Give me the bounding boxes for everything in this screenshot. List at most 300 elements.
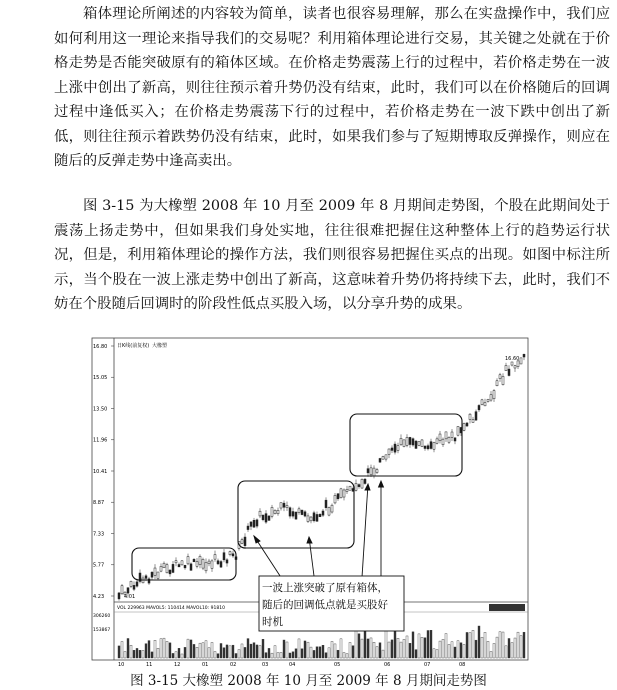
candle-body [310,517,312,521]
volume-bar [373,642,375,658]
candle-body [490,395,492,400]
volume-bar [307,642,309,658]
candle-body [145,576,147,579]
candle-body [232,554,234,556]
volume-bar [229,646,231,658]
candle-body [475,412,477,420]
candle-body [478,405,480,409]
volume-bar [268,648,270,658]
candle-body [367,469,369,473]
arrow-1 [254,536,284,582]
volume-bar [166,641,168,658]
x-tick-label: 06 [384,662,391,668]
volume-bar [520,636,522,658]
volume-bar [127,638,129,658]
volume-bar [403,639,405,658]
price-tick-label: 16.80 [93,343,108,350]
volume-bar [283,640,285,658]
candle-body [322,511,324,515]
candle-body [385,455,387,459]
volume-bar [250,644,252,658]
volume-bar [379,643,381,658]
volume-bar [328,648,330,658]
volume-bar [421,637,423,658]
volume-bar [511,643,513,658]
candle-body [283,503,285,507]
volume-bar [238,650,240,658]
candle-body [388,449,390,455]
candle-body [187,557,189,564]
candle-body [514,366,516,368]
volume-bar [382,650,384,658]
candle-body [256,520,258,526]
chart-toolbar [489,604,525,611]
volume-bar [193,644,195,658]
x-tick-label: 03 [262,662,269,668]
candle-body [250,522,252,526]
candle-body [499,375,501,379]
candle-series [118,354,525,601]
candle-body [463,424,465,431]
volume-bar [292,652,294,658]
arrow-3-head [365,484,370,490]
volume-bar [139,650,141,658]
volume-bar [493,643,495,658]
volume-bar [349,642,351,658]
candle-body [391,448,393,450]
candle-body [340,489,342,498]
candle-body [445,432,447,439]
volume-bar [301,649,303,658]
volume-bar [148,641,150,658]
volume-bar [208,648,210,658]
volume-bar [322,645,324,658]
candle-body [370,468,372,475]
candle-body [424,446,426,448]
candle-body [184,565,186,568]
arrow-1-head [254,536,260,543]
volume-bar [241,644,243,658]
volume-bar [289,653,291,658]
candle-body [403,440,405,447]
x-tick-label: 04 [289,662,296,668]
volume-bar [124,651,126,658]
volume-bar [247,639,249,658]
candle-body [133,585,135,589]
volume-bar [286,642,288,658]
volume-bar [487,641,489,658]
candle-body [436,439,438,443]
volume-bar [280,652,282,658]
price-tick-label: 8.87 [93,500,105,507]
x-tick-label: 10 [118,662,125,668]
volume-bar [337,650,339,658]
volume-bar [154,640,156,658]
candle-body [334,495,336,503]
volume-bar [172,653,174,658]
candle-body [502,376,504,384]
volume-bar [463,644,465,658]
candle-body [226,560,228,563]
volume-bar [136,648,138,658]
candle-body [289,508,291,516]
volume-bar [259,646,261,658]
candle-body [343,490,345,497]
candle-body [178,564,180,566]
volume-bar [457,641,459,658]
candle-body [331,505,333,512]
volume-tick-label: 306260 [93,614,111,619]
volume-bar [397,638,399,658]
volume-bar [220,643,222,658]
candle-body [265,514,267,522]
paragraph-2: 图 3-15 为大橡塑 2008 年 10 月至 2009 年 8 月期间走势图，个股在此期间处于震荡上扬走势中，但如果我们身处实地，往往很难把握住这种整体上行的趋势运行状况，但是，利用箱体理论的操作方法，我们则很容易把握住买点的出现。如图中标注所示，当个股在一波上涨走势中创出了新高，这意味着升势仍将持续下去，此时，我们不妨在个股随后回调时的阶段性低点买股入场，以分享升势的成果。 [54,198,610,312]
candle-body [430,442,432,449]
candle-body [412,439,414,445]
stock-chart-figure [84,334,532,668]
volume-bar [367,639,369,658]
volume-bar [310,647,312,658]
candle-body [328,508,330,516]
volume-bar [499,632,501,658]
volume-bar [217,654,219,658]
candle-body [397,446,399,451]
volume-bar [442,639,444,658]
candle-body [229,552,231,555]
volume-bar [331,641,333,658]
volume-bar [181,654,183,658]
volume-bar [334,644,336,658]
volume-bar [355,631,357,658]
volume-bar [142,650,144,658]
candle-body [316,514,318,521]
candle-body [259,511,261,516]
volume-bar [472,630,474,658]
candle-body [154,568,156,575]
candle-body [487,399,489,401]
volume-bar [490,651,492,658]
volume-bar [469,633,471,658]
volume-bar [502,632,504,658]
candle-body [427,446,429,449]
volume-bar [130,645,132,658]
candle-body [493,391,495,399]
price-tick-label: 10.41 [93,468,108,475]
x-tick-label: 05 [334,662,341,668]
volume-bar [388,642,390,658]
volume-bar [256,645,258,658]
arrow-2-head [307,537,312,543]
candle-body [523,354,525,357]
volume-bar [400,642,402,658]
candle-body [484,403,486,406]
candle-body [175,561,177,563]
volume-bar [352,646,354,658]
candle-body [190,564,192,570]
candle-body [196,562,198,567]
candle-body [415,441,417,448]
candle-body [295,512,297,519]
candle-body [406,437,408,445]
price-tick-label: 11.96 [93,437,108,444]
volume-bar [427,630,429,658]
volume-bar [235,653,237,658]
volume-bar [481,637,483,658]
candle-body [394,444,396,452]
candle-body [400,438,402,444]
volume-bar [448,644,450,658]
candle-body [223,553,225,560]
volume-bar [340,639,342,658]
volume-bar [523,632,525,658]
volume-bar [436,650,438,658]
volume-bar [409,643,411,658]
candle-body [409,437,411,444]
price-axis-ticks [93,344,114,600]
candle-body [433,442,435,449]
chart-header-left: 日K线(前复权) [117,343,150,349]
candle-body [199,556,201,564]
candle-body [358,485,360,487]
price-tick-label: 4.23 [93,593,105,600]
volume-bar [451,642,453,658]
x-tick-label: 11 [146,662,153,668]
volume-bar [376,647,378,658]
candle-body [505,365,507,370]
candle-body [313,513,315,521]
volume-tick-label: 153867 [93,628,111,633]
candle-body [271,507,273,516]
volume-bar [361,639,363,658]
x-axis-ticks [118,662,465,668]
volume-bar [514,638,516,658]
candle-body [361,479,363,488]
volume-bar [466,632,468,658]
candle-body [247,526,249,529]
arrow-4-head [379,481,384,487]
candle-body [457,427,459,436]
volume-bar [133,650,135,658]
volume-bar [295,649,297,658]
candle-body [277,510,279,514]
candle-body [151,572,153,577]
volume-bar [211,642,213,658]
volume-bar [391,640,393,658]
candle-body [169,570,171,574]
volume-bar [517,632,519,658]
volume-bar [199,643,201,658]
candle-body [466,423,468,426]
volume-legend: VOL 229963 MAVOL5: 110414 MAVOL10: 91810 [117,606,225,611]
candle-body [163,563,165,568]
volume-bar [145,644,147,658]
candle-body [304,512,306,516]
volume-bar [496,637,498,658]
volume-bar [445,634,447,658]
volume-bar [508,638,510,658]
volume-bar [325,653,327,658]
volume-bar [484,632,486,658]
candle-body [421,440,423,447]
low-label: 4.01 [124,594,136,600]
candle-body [439,434,441,440]
volume-bar [244,647,246,658]
candle-body [481,400,483,405]
volume-bar [316,647,318,658]
volume-bar [319,647,321,658]
candle-body [136,582,138,586]
figure-caption: 图 3-15 大橡塑 2008 年 10 月至 2009 年 8 月期间走势图 [130,673,487,689]
volume-bar [298,639,300,658]
annotation-line-3: 时机 [262,616,283,628]
candle-body [496,381,498,386]
x-tick-label: 12 [174,662,181,668]
chart-header-right: 大橡塑 [152,343,168,349]
candle-body [469,414,471,419]
volume-bar [505,646,507,658]
volume-bar [346,654,348,658]
volume-bar [277,653,279,658]
volume-bar [178,648,180,658]
volume-bar [205,641,207,658]
volume-bar [157,648,159,658]
candle-body [301,510,303,514]
candle-body [337,494,339,499]
annotation-line-1: 一波上涨突破了原有箱体， [262,582,388,594]
volume-bar [169,643,171,658]
volume-bar [475,640,477,658]
volume-bar [304,641,306,658]
candle-body [193,559,195,561]
candle-body [172,564,174,572]
candle-body [373,468,375,476]
candle-body [511,362,513,365]
candle-body [280,503,282,508]
candle-body [205,562,207,570]
volume-bar [196,647,198,658]
volume-bar [274,646,276,658]
x-tick-label: 01 [202,662,209,668]
candle-body [220,562,222,568]
candle-body [286,506,288,508]
candle-body [508,369,510,375]
volume-bar [313,650,315,658]
volume-bar [163,638,165,658]
price-tick-label: 7.33 [93,531,105,538]
candle-body [118,593,120,599]
volume-bar [418,634,420,658]
price-tick-label: 13.50 [93,406,108,413]
candle-body [244,537,246,546]
candle-body [355,483,357,490]
candle-body [346,489,348,491]
volume-bar [226,645,228,658]
candle-body [121,586,123,594]
candle-body [298,509,300,513]
candle-body [325,500,327,508]
volume-bar [118,646,120,658]
paragraph-1: 箱体理论所阐述的内容较为简单，读者也很容易理解，那么在实盘操作中，我们应如何利用这一理论来指导我们的交易呢？利用箱体理论进行交易，其关键之处就在于价格走势是否能突破原有的箱体区域。在价格走势震荡上行的过程中，若价格走势在一波上涨中创出了新高，则往往预示着升势仍没有结束，此时，我们可以在价格随后的回调过程中逢低买入；在价格走势震荡下行的过程中，若价格走势在一波下跌中创出了新低，则往往预示着跌势仍没有结束，此时，如果我们参与了短期博取反弹操作，则应在随后的反弹走势中逢高卖出。 [54,6,610,169]
candle-body [349,486,351,490]
volume-bar [406,636,408,658]
x-tick-label: 08 [459,662,466,668]
volume-bar [424,638,426,658]
volume-bar [358,634,360,658]
candle-body [208,561,210,564]
candle-body [418,441,420,445]
candle-body [211,561,213,568]
volume-bar [223,648,225,658]
high-label: 16.60 [505,356,520,362]
candle-body [268,516,270,520]
volume-bar [412,632,414,658]
candle-body [382,456,384,459]
volume-bar [160,639,162,658]
volume-bar [265,653,267,658]
candle-body [451,432,453,437]
candle-body [376,470,378,473]
volume-bar [478,626,480,658]
candle-body [454,438,456,441]
volume-bar [433,649,435,658]
candle-body [448,437,450,442]
candle-body [274,510,276,513]
candle-body [319,514,321,516]
volume-bar [370,638,372,658]
candle-body [166,565,168,573]
volume-bar [343,652,345,658]
candle-body [472,420,474,423]
volume-bar [262,639,264,658]
candle-body [160,566,162,571]
candle-body [157,572,159,578]
volume-bar [202,643,204,658]
candle-body [379,458,381,462]
price-tick-label: 5.77 [93,562,105,569]
candle-body [262,515,264,520]
candle-body [292,512,294,517]
candle-body [241,540,243,544]
volume-bar [430,630,432,658]
price-tick-label: 15.05 [93,375,108,382]
volume-bar [187,639,189,658]
candle-body [127,588,129,593]
candle-body [130,581,132,586]
volume-bar [175,652,177,658]
candle-body [181,561,183,565]
x-tick-label: 07 [424,662,431,668]
volume-bar [460,643,462,658]
annotation-line-2: 随后的回调低点就是买股好 [262,599,388,611]
candle-body [214,555,216,560]
candle-body [253,520,255,527]
x-tick-label: 02 [230,662,237,668]
volume-bar [271,653,273,658]
volume-bar [190,640,192,658]
volume-bar [415,650,417,658]
candle-body [520,358,522,364]
volume-bar [394,629,396,658]
volume-bar [232,645,234,658]
candle-body [217,561,219,564]
volume-bar [184,647,186,658]
volume-bar [439,641,441,658]
candle-body [364,479,366,483]
candlestick-chart [84,334,532,668]
volume-bar [454,647,456,658]
volume-bar [253,643,255,658]
candle-body [307,516,309,522]
